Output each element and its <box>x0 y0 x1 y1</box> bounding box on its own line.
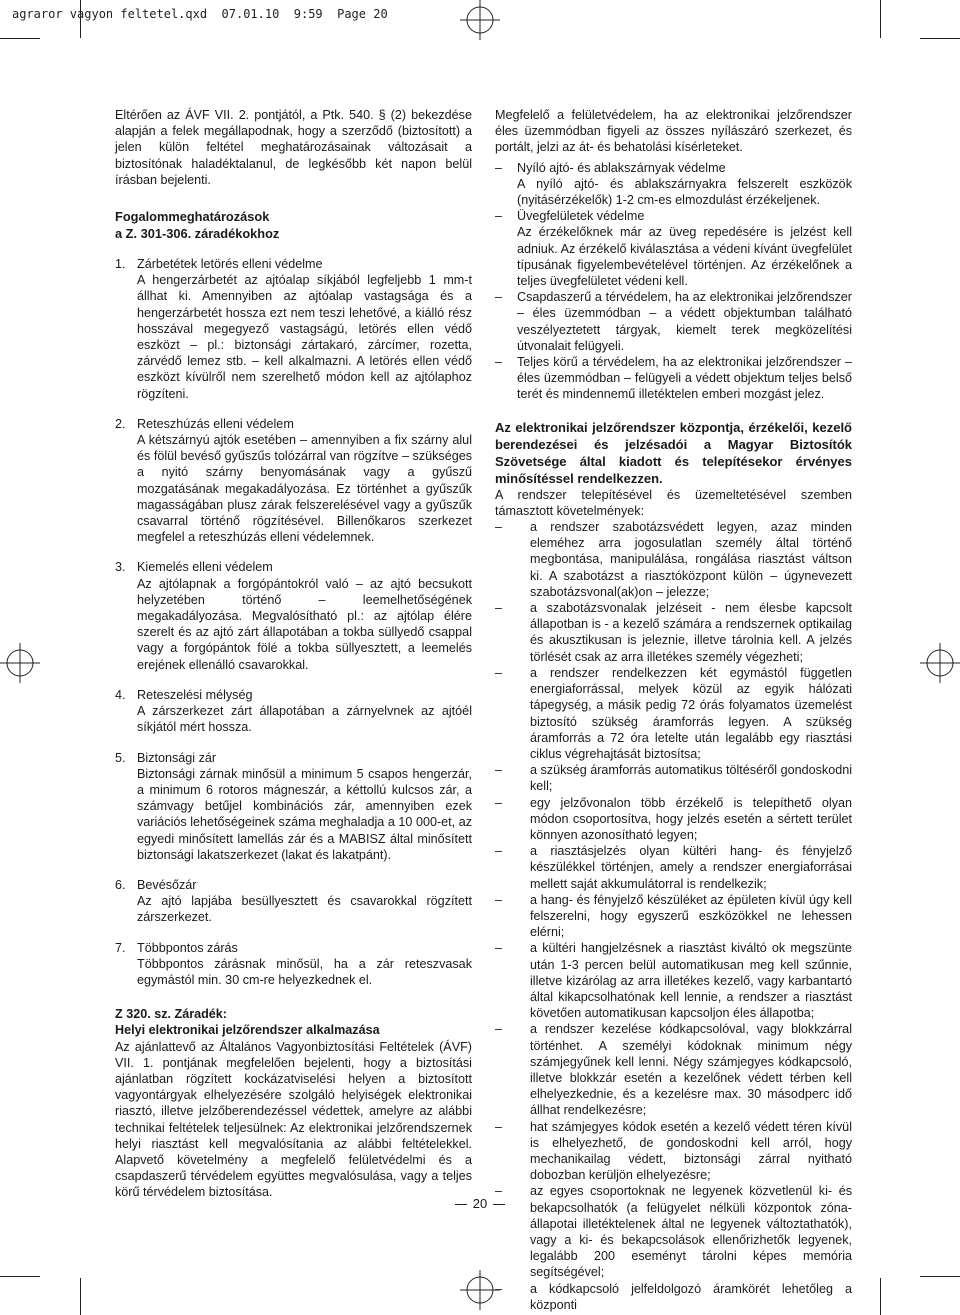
section-body: Többpontos zárásnak minősül, ha a zár reteszvasak egymástól min. 30 cm-re helyezkednek el. <box>137 956 472 987</box>
right-column <box>495 107 852 1313</box>
definition-section <box>115 940 472 989</box>
section-title: Kiemelés elleni védelem <box>137 560 273 575</box>
section-number: 6. <box>115 877 126 892</box>
certification-paragraph: Az elektronikai jelzőrendszer központja, érzékelői, kezelő berendezései és jelzésadói a Magyar Biztosítók Szövetsége által kiadott és telepítésekor érvényes minősítéssel rendelkezzen. <box>495 419 852 486</box>
clause-name: Helyi elektronikai jelzőrendszer alkalmazása <box>115 1023 380 1038</box>
list-item: – Csapdaszerű a térvédelem, ha az elektronikai jelzőrendszer – éles üzemmódban – a védett objektumban található veszélyeztetett tárgyak, kiemelt terek megközelítési útvonalait felügyeli. <box>495 290 852 353</box>
list-item-text: a szabotázsvonalak jelzéseit - nem élesbe kapcsolt állapotban is - a kezelő számára a rendszernek optikailag és akusztikusan is jeleznie, illetve tárolnia kell. A jelzés törlését csak az arra illetékes személy végezheti; <box>530 601 852 664</box>
list-item-text: a rendszer szabotázsvédett legyen, azaz minden eleméhez arra jogosulatlan személy által történő megbontása, manipulálása, rongálása riasztást váltson ki. A szabotázst a riasztóközpont külön – úgynevezett szabotázsvonal(ak)on – jelezze; <box>530 520 852 599</box>
list-item: – hat számjegyes kódok esetén a kezelő védett téren kívül is elhelyezhető, de gondoskodni kell arról, hogy mechanikailag védett, biztonsági zárral nyitható dobozban kerüljön elhelyezésre; <box>495 1119 852 1183</box>
crop-mark <box>880 1278 881 1315</box>
section-title: Reteszhúzás elleni védelem <box>137 416 294 431</box>
requirements-intro: A rendszer telepítésével és üzemeltetésével szemben támasztott követelmények: <box>495 487 852 518</box>
requirements-list <box>495 519 852 1313</box>
heading-line: a Z. 301-306. záradékokhoz <box>115 226 280 242</box>
rule-right <box>493 1204 505 1205</box>
list-item-text: a szükség áramforrás automatikus töltéséről gondoskodni kell; <box>530 763 853 794</box>
registration-mark-top <box>460 0 500 40</box>
registration-mark-left <box>0 643 40 683</box>
section-body: A kétszárnyú ajtók esetében – amennyiben a fix szárny alul és fölül bevéső gyűszűs tolózárral van rögzítve – szükséges a nyitó szárny benyomásának vagy a gyűszű mozgatásának megakadályozása. Ez történhet a gyűszűk magasságában plusz zárak felszerelésével vagy a gyűszűk csavarral történő rögzítésével. Billenőkaros szerkezet megfelel a reteszhúzás elleni védelemnek. <box>137 433 472 545</box>
page-number <box>430 1196 530 1211</box>
section-title: Bevésőzár <box>137 877 197 892</box>
definition-section <box>115 877 472 926</box>
section-title: Biztonsági zár <box>137 750 217 765</box>
clause-title <box>115 1006 472 1038</box>
section-body: Az ajtólapnak a forgópántokról való – az ajtó becsukott helyzetében történő – leemelhetőségének megakadályozása. Megvalósítható pl.: az ajtólap élére szerelt és az ajtó zárt állapotában a tokba süllyedő csappal vagy a forgópántok fölé a tokba süllyesztett, a leemelés erejének ellenálló csavarokkal. <box>137 576 472 672</box>
registration-mark-right <box>920 643 960 683</box>
list-item: – Teljes körű a térvédelem, ha az elektronikai jelzőrendszer – éles üzemmódban – felügyeli a védett objektum teljes belső terét és mindennemű illetéktelen emberi mozgást jelez. <box>495 355 852 402</box>
list-item-text: egy jelzővonalon több érzékelő is telepíthető olyan módon csoportosítva, hogy jelzés esetén a sértett terület könnyen azonosítható legyen; <box>530 795 852 842</box>
list-item: – egy jelzővonalon több érzékelő is telepíthető olyan módon csoportosítva, hogy jelzés esetén a sértett terület könnyen azonosítható legyen; <box>495 795 852 842</box>
section-number: 2. <box>115 416 126 431</box>
definitions-heading <box>115 208 472 242</box>
crop-mark <box>0 1276 40 1277</box>
section-body: Az ajtó lapjába besüllyesztett és csavarokkal rögzített zárszerkezet. <box>137 894 472 925</box>
crop-mark <box>880 0 881 38</box>
page-number-text: 20 <box>472 1196 488 1211</box>
list-item: – Nyíló ajtó- és ablakszárnyak védelme A nyíló ajtó- és ablakszárnyakra felszerelt eszközök (nyitásérzékelők) 1-2 cm-es elmozdulást érzékeljenek. <box>495 160 852 208</box>
list-item: – a szabotázsvonalak jelzéseit - nem élesbe kapcsolt állapotban is - a kezelő számára a rendszernek optikailag és akusztikusan is jeleznie, illetve tárolnia kell. A jelzés törlését csak az arra illetékes személy végezheti; <box>495 601 852 664</box>
list-item: – a riasztásjelzés olyan kültéri hang- és fényjelző készülékkel történjen, amely a rendszer energiaforrásai mellett saját akkumulátorral is rendelkezik; <box>495 844 852 891</box>
clause-number: Z 320. sz. Záradék: <box>115 1007 227 1022</box>
crop-mark <box>80 1278 81 1315</box>
list-item: – a szükség áramforrás automatikus töltéséről gondoskodni kell; <box>495 763 853 794</box>
clause-body: Az ajánlattevő az Általános Vagyonbiztosítási Feltételek (ÁVF) VII. 1. pontjának megfelelően bejelenti, hogy a biztosítási ajánlatban rögzített kockázatviselési helyen a biztosított vagyontárgyak elhelyezésére szolgáló helyiségek elektronikai riasztó, illetve jelzőberendezéssel védettek, amelyre az alábbi technikai feltételek teljesülnek: Az elektronikai jelzőrendszernek helyi riasztást kell megvalósítania az alábbi feltételekkel. Alapvető követelmény a megfelelő felületvédelmi és a csapdaszerű térvédelem együttes megvalósulása, vagy a teljes körű térvédelem biztosítása. <box>115 1039 472 1200</box>
section-title: Többpontos zárás <box>137 940 238 955</box>
list-item: – a rendszer rendelkezzen két egymástól független energiaforrással, melyek közül az egyik hálózati tápegység, a másik pedig 72 órás folyamatos üzemelést biztosító szükség áramforrás legyen. A szükség áramforrás a 72 óra letelte után legalább egy riasztási ciklus végrehajtását biztosítsa; <box>495 665 852 761</box>
list-item-text: a rendszer rendelkezzen két egymástól független energiaforrással, melyek közül az egyik hálózati tápegység, a másik pedig 72 órás folyamatos üzemelést biztosító szükség áramforrás legyen. A szükség áramforrás a 72 óra letelte után legalább egy riasztási ciklus végrehajtását biztosítsa; <box>530 665 852 761</box>
list-item-text: a hang- és fényjelző készüléket az épületen kívül úgy kell felszerelni, hogy egyszerű eszközökkel ne lehessen elérni; <box>530 892 852 940</box>
list-item-text: a riasztásjelzés olyan kültéri hang- és fényjelző készülékkel történjen, amely a rendszer energiaforrásai mellett saját akkumulátorral is rendelkezik; <box>530 844 852 891</box>
registration-mark-bottom <box>460 1270 500 1310</box>
intro-paragraph: Eltérően az ÁVF VII. 2. pontjától, a Ptk. 540. § (2) bekezdése alapján a felek megállapodnak, hogy a szerződő (biztosított) a jelen külön feltétel meghatározásainak változásait a biztosítónak haladéktalanul, de legkésőbb két napon belül írásban bejelenti. <box>115 108 472 187</box>
crop-mark <box>80 0 81 38</box>
list-item: – a kültéri hangjelzésnek a riasztást kiváltó ok megszünte után 1-3 percen belül automatikusan meg kell szűnnie, illetve kizárólag az arra illetékes kezelő, vagy karbantartó által kikapcsolhatónak kell lennie, a rendszer a riasztást követően automatikusan kapcsoljon éles állapotba; <box>495 941 852 1021</box>
definition-section <box>115 416 472 546</box>
list-item-text: Üvegfelületek védelme Az érzékelőknek már az üveg repedésére is jelzést kell adniuk. Az érzékelő kiválasztása a védeni kívánt üvegfelület típusának figyelembevételével történjen. Az érzékelőnek a teljes üvegfelületet védeni kell. <box>517 209 852 289</box>
list-item: – a kódkapcsoló jelfeldolgozó áramkörét lehetőleg a központi <box>495 1281 852 1312</box>
list-item-text: hat számjegyes kódok esetén a kezelő védett téren kívül is elhelyezhető, de gondoskodni kell arról, hogy mechanikailag védett, biztonsági zárral nyitható dobozban kerüljön elhelyezésre; <box>530 1119 852 1183</box>
list-item: – Üvegfelületek védelme Az érzékelőknek már az üveg repedésére is jelzést kell adniuk. Az érzékelő kiválasztása a védeni kívánt üvegfelület típusának figyelembevételével történjen. Az érzékelőnek a teljes üvegfelületet védeni kell. <box>495 209 852 289</box>
section-number: 7. <box>115 940 126 955</box>
list-item: – a rendszer kezelése kódkapcsolóval, vagy blokkzárral történhet. A személyi kódoknak minimum négy számjegyűnek kell lenni. Négy számjegyes kódkapcsoló, illetve blokkzár esetén a kezelőnek védett térben kell elhelyezkednie, és a kezelésre max. 30 másodperc idő állhat rendelkezésre; <box>495 1022 852 1118</box>
crop-mark <box>0 38 40 39</box>
crop-mark <box>920 38 960 39</box>
section-body: A hengerzárbetét az ajtóalap síkjából legfeljebb 1 mm-t állhat ki. Amennyiben az ajtóalap vastagsága és a hengerzárbetét hossza ezt nem teszi lehetővé, a kiálló rész hosszával megegyező vastagságú, letörés ellen védő eszközt – pl.: biztonsági zártakaró, zárcímer, rozetta, zárvédő lemez stb. – kell alkalmazni. A letörés ellen védő eszközt kívülről nem szerelhető módon kell az ajtólaphoz rögzíteni. <box>137 273 472 401</box>
rule-left <box>455 1204 467 1205</box>
section-number: 5. <box>115 750 126 765</box>
section-body: A zárszerkezet zárt állapotában a zárnyelvnek az ajtóél síkjától mért hossza. <box>137 704 472 735</box>
section-number: 4. <box>115 687 126 702</box>
list-item-text: a kódkapcsoló jelfeldolgozó áramkörét lehetőleg a központi <box>530 1281 852 1312</box>
heading-line: Fogalommeghatározások <box>115 209 270 225</box>
file-slug: agraror vagyon feltetel.qxd 07.01.10 9:59 Page 20 <box>12 7 388 21</box>
list-item-text: Csapdaszerű a térvédelem, ha az elektronikai jelzőrendszer – éles üzemmódban – a védett objektumban található veszélyeztetett tárgyak, kiemelt terek megközelítési útvonalait felügyeli. <box>517 290 852 353</box>
section-number: 1. <box>115 257 126 272</box>
list-item-text: az egyes csoportoknak ne legyenek közvetlenül ki- és bekapcsolhatók (a felügyelet nélküli központok zóna-állapotai illetéktelenek által ne legyenek változtathatók), vagy a ki- és bekapcsolások ellenőrizhetők legyenek, legalább 200 eseményt tárolni képes memória segítségével; <box>530 1184 852 1280</box>
list-item: – a rendszer szabotázsvédett legyen, azaz minden eleméhez arra jogosulatlan személy által történő megbontása, manipulálása, rongálása riasztást váltson ki. A szabotázst a riasztóközpont külön – úgynevezett szabotázsvonal(ak)on – jelezze; <box>495 520 852 599</box>
section-title: Zárbetétek letörés elleni védelme <box>137 257 323 272</box>
list-item-text: Teljes körű a térvédelem, ha az elektronikai jelzőrendszer – éles üzemmódban – felügyeli a védett objektum teljes belső terét és mindennemű illetéktelen emberi mozgást jelez. <box>517 355 852 402</box>
definition-section <box>115 559 472 672</box>
list-item-text: a kültéri hangjelzésnek a riasztást kiváltó ok megszünte után 1-3 percen belül automatikusan meg kell szűnnie, illetve kizárólag az arra illetékes kezelő, vagy karbantartó által kikapcsolhatónak kell lennie, a rendszer a riasztást követően automatikusan kapcsoljon éles állapotba; <box>530 941 852 1021</box>
list-item-text: a rendszer kezelése kódkapcsolóval, vagy blokkzárral történhet. A személyi kódoknak minimum négy számjegyűnek kell lenni. Négy számjegyes kódkapcsoló, illetve blokkzár esetén a kezelőnek védett térben kell elhelyezkednie, és a kezelésre max. 30 másodperc idő állhat rendelkezésre; <box>530 1022 852 1118</box>
section-number: 3. <box>115 560 126 575</box>
list-item: – a hang- és fényjelző készüléket az épületen kívül úgy kell felszerelni, hogy egyszerű eszközökkel ne lehessen elérni; <box>495 892 852 940</box>
section-title: Reteszelési mélység <box>137 687 253 702</box>
crop-mark <box>920 1276 960 1277</box>
definition-section <box>115 750 472 863</box>
left-column <box>115 107 472 1201</box>
section-body: Biztonsági zárnak minősül a minimum 5 csapos hengerzár, a minimum 6 rotoros mágneszár, a kéttollú kulcsos zár, a számvagy betűjel kombinációs zár, amennyiben ezek variációs lehetőségeinek száma meghaladja a 10 000-et, az egyedi minősített lamellás zár és a MABISZ által minősített biztonsági lakatszerkezet (lakat és lakatpánt). <box>137 766 472 862</box>
surface-protection-paragraph: Megfelelő a felületvédelem, ha az elektronikai jelzőrendszer éles üzemmódban figyeli az összes nyílászáró szerkezet, és portált, jelzi az át- és behatolási kísérleteket. <box>495 108 852 155</box>
list-item-text: Nyíló ajtó- és ablakszárnyak védelme A nyíló ajtó- és ablakszárnyakra felszerelt eszközök (nyitásérzékelők) 1-2 cm-es elmozdulást érzékeljenek. <box>517 160 852 208</box>
list-item: – az egyes csoportoknak ne legyenek közvetlenül ki- és bekapcsolhatók (a felügyelet nélküli központok zóna-állapotai illetéktelenek által ne legyenek változtathatók), vagy a ki- és bekapcsolások ellenőrizhetők legyenek, legalább 200 eseményt tárolni képes memória segítségével; <box>495 1184 852 1280</box>
protection-list <box>495 160 852 403</box>
definition-section <box>115 256 472 402</box>
definition-section <box>115 687 472 736</box>
